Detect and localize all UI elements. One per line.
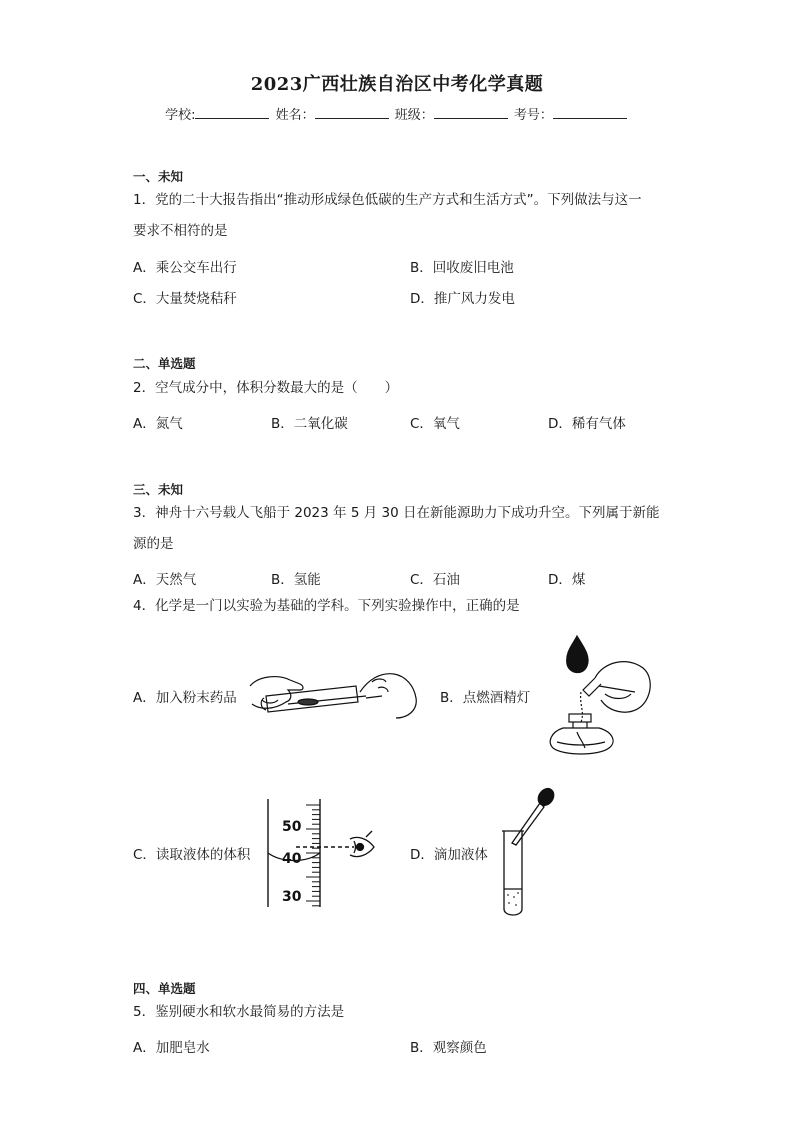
class-label: 班级： [394,108,434,123]
q4-option-b[interactable]: B．点燃酒精灯 [440,690,531,706]
q2-option-a[interactable]: A．氮气 [133,416,183,432]
alcohol-lamp-lighting-illustration [543,634,661,756]
q5-option-b[interactable]: B．观察颜色 [410,1040,487,1056]
q5-option-a[interactable]: A．加肥皂水 [133,1040,210,1056]
q3-option-d[interactable]: D．煤 [548,572,586,588]
question-4-stem: 4．化学是一门以实验为基础的学科。下列实验操作中，正确的是 [133,598,520,614]
q4-option-d[interactable]: D．滴加液体 [410,847,488,863]
question-3-stem-line2: 源的是 [133,536,174,552]
cylinder-tick-label-40: 40 [282,851,302,867]
section-heading-4: 四、单选题 [133,981,196,996]
student-info-row [0,104,794,123]
question-1-stem-line1: 1．党的二十大报告指出“推动形成绿色低碳的生产方式和生活方式”。下列做法与这一 [133,192,642,208]
name-label: 姓名： [275,108,315,123]
number-label: 考号： [513,108,553,123]
page-title: 2023广西壮族自治区中考化学真题 [250,74,544,95]
q1-option-c[interactable]: C．大量焚烧秸秆 [133,291,237,307]
dropper-illustration [492,785,562,919]
question-5-stem: 5．鉴别硬水和软水最简易的方法是 [133,1004,345,1020]
class-blank[interactable] [434,106,508,119]
q3-option-a[interactable]: A．天然气 [133,572,197,588]
q1-option-a[interactable]: A．乘公交车出行 [133,260,237,276]
graduated-cylinder-reading-illustration [262,797,382,909]
q1-option-d[interactable]: D．推广风力发电 [410,291,515,307]
q1-option-b[interactable]: B．回收废旧电池 [410,260,514,276]
q3-option-b[interactable]: B．氢能 [271,572,321,588]
section-heading-2: 二、单选题 [133,356,196,371]
school-label: 学校: [165,108,196,123]
cylinder-tick-label-50: 50 [282,819,302,835]
q2-option-d[interactable]: D．稀有气体 [548,416,626,432]
question-1-stem-line2: 要求不相符的是 [133,223,228,239]
question-3-stem-line1: 3．神舟十六号载人飞船于 2023 年 5 月 30 日在新能源助力下成功升空。下列属于新能 [133,505,660,521]
q2-option-b[interactable]: B．二氧化碳 [271,416,348,432]
eye-icon [350,831,374,857]
section-heading-3: 三、未知 [133,482,184,497]
number-blank[interactable] [553,106,627,119]
powder-adding-illustration [248,660,420,722]
q2-option-c[interactable]: C．氧气 [410,416,460,432]
school-blank[interactable] [195,106,269,119]
cylinder-tick-label-30: 30 [282,889,302,905]
q3-option-c[interactable]: C．石油 [410,572,460,588]
q4-option-a[interactable]: A．加入粉末药品 [133,690,237,706]
q4-option-c[interactable]: C．读取液体的体积 [133,847,251,863]
section-heading-1: 一、未知 [133,169,184,184]
question-2-stem: 2．空气成分中，体积分数最大的是（ ） [133,380,399,396]
name-blank[interactable] [315,106,389,119]
